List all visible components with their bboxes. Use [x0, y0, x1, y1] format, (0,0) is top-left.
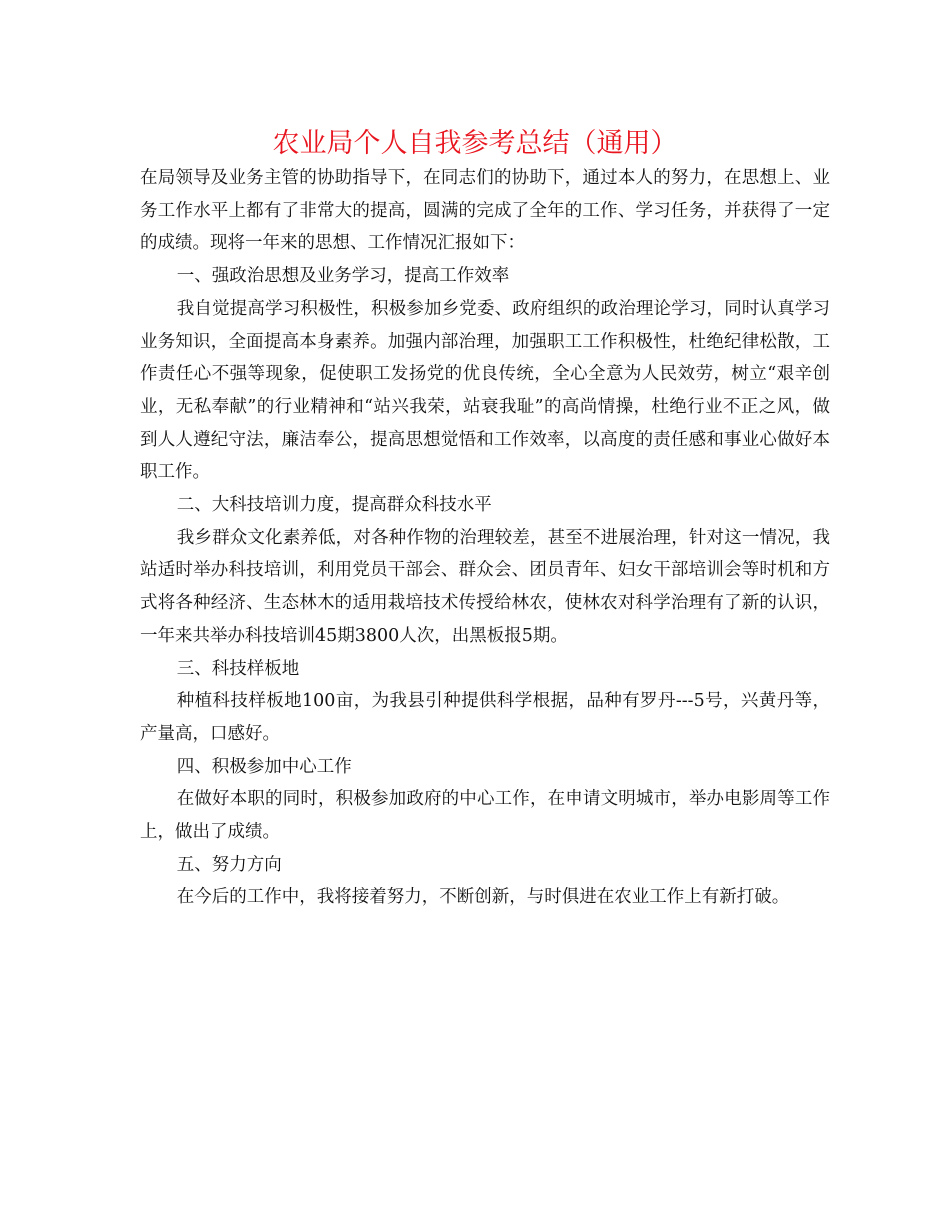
- section-paragraph-1: 我自觉提高学习积极性，积极参加乡党委、政府组织的政治理论学习，同时认真学习业务知识，全面提高本身素养。加强内部治理，加强职工工作积极性，杜绝纪律松散，工作责任心不强等现象，促使职工发扬党的优良传统，全心全意为人民效劳，树立“艰辛创业，无私奉献”的行业精神和“站兴我荣，站衰我耻”的高尚情操，杜绝行业不正之风，做到人人遵纪守法，廉洁奉公，提高思想觉悟和工作效率，以高度的责任感和事业心做好本职工作。: [140, 298, 830, 483]
- section-heading-5: 五、努力方向: [176, 854, 282, 875]
- section-heading-2: 二、大科技培训力度，提高群众科技水平: [176, 495, 492, 516]
- section-heading-3: 三、科技样板地: [176, 658, 300, 679]
- section-paragraph-3: 种植科技样板地100亩，为我县引种提供科学根据，品种有罗丹---5号，兴黄丹等，产量高，口感好。: [140, 691, 830, 744]
- section-heading-1: 一、强政治思想及业务学习，提高工作效率: [176, 266, 510, 287]
- section-paragraph-4: 在做好本职的同时，积极参加政府的中心工作，在申请文明城市，举办电影周等工作上，做出了成绩。: [140, 789, 830, 843]
- section-paragraph-5: 在今后的工作中，我将接着努力，不断创新，与时俱进在农业工作上有新打破。: [176, 887, 790, 908]
- section-heading-4: 四、积极参加中心工作: [176, 756, 352, 777]
- intro-paragraph: 在局领导及业务主管的协助指导下，在同志们的协助下，通过本人的努力，在思想上、业务工作水平上都有了非常大的提高，圆满的完成了全年的工作、学习任务，并获得了一定的成绩。现将一年来的思想、工作情况汇报如下：: [140, 168, 830, 254]
- section-paragraph-2: 我乡群众文化素养低，对各种作物的治理较差，甚至不进展治理，针对这一情况，我站适时举办科技培训，利用党员干部会、群众会、团员青年、妇女干部培训会等时机和方式将各种经济、生态林木的适用栽培技术传授给林农，使林农对科学治理有了新的认识，一年来共举办科技培训45期3800人次，出黑板报5期。: [140, 527, 830, 646]
- document-title: 农业局个人自我参考总结（通用）: [272, 128, 678, 159]
- document-body: [140, 162, 830, 914]
